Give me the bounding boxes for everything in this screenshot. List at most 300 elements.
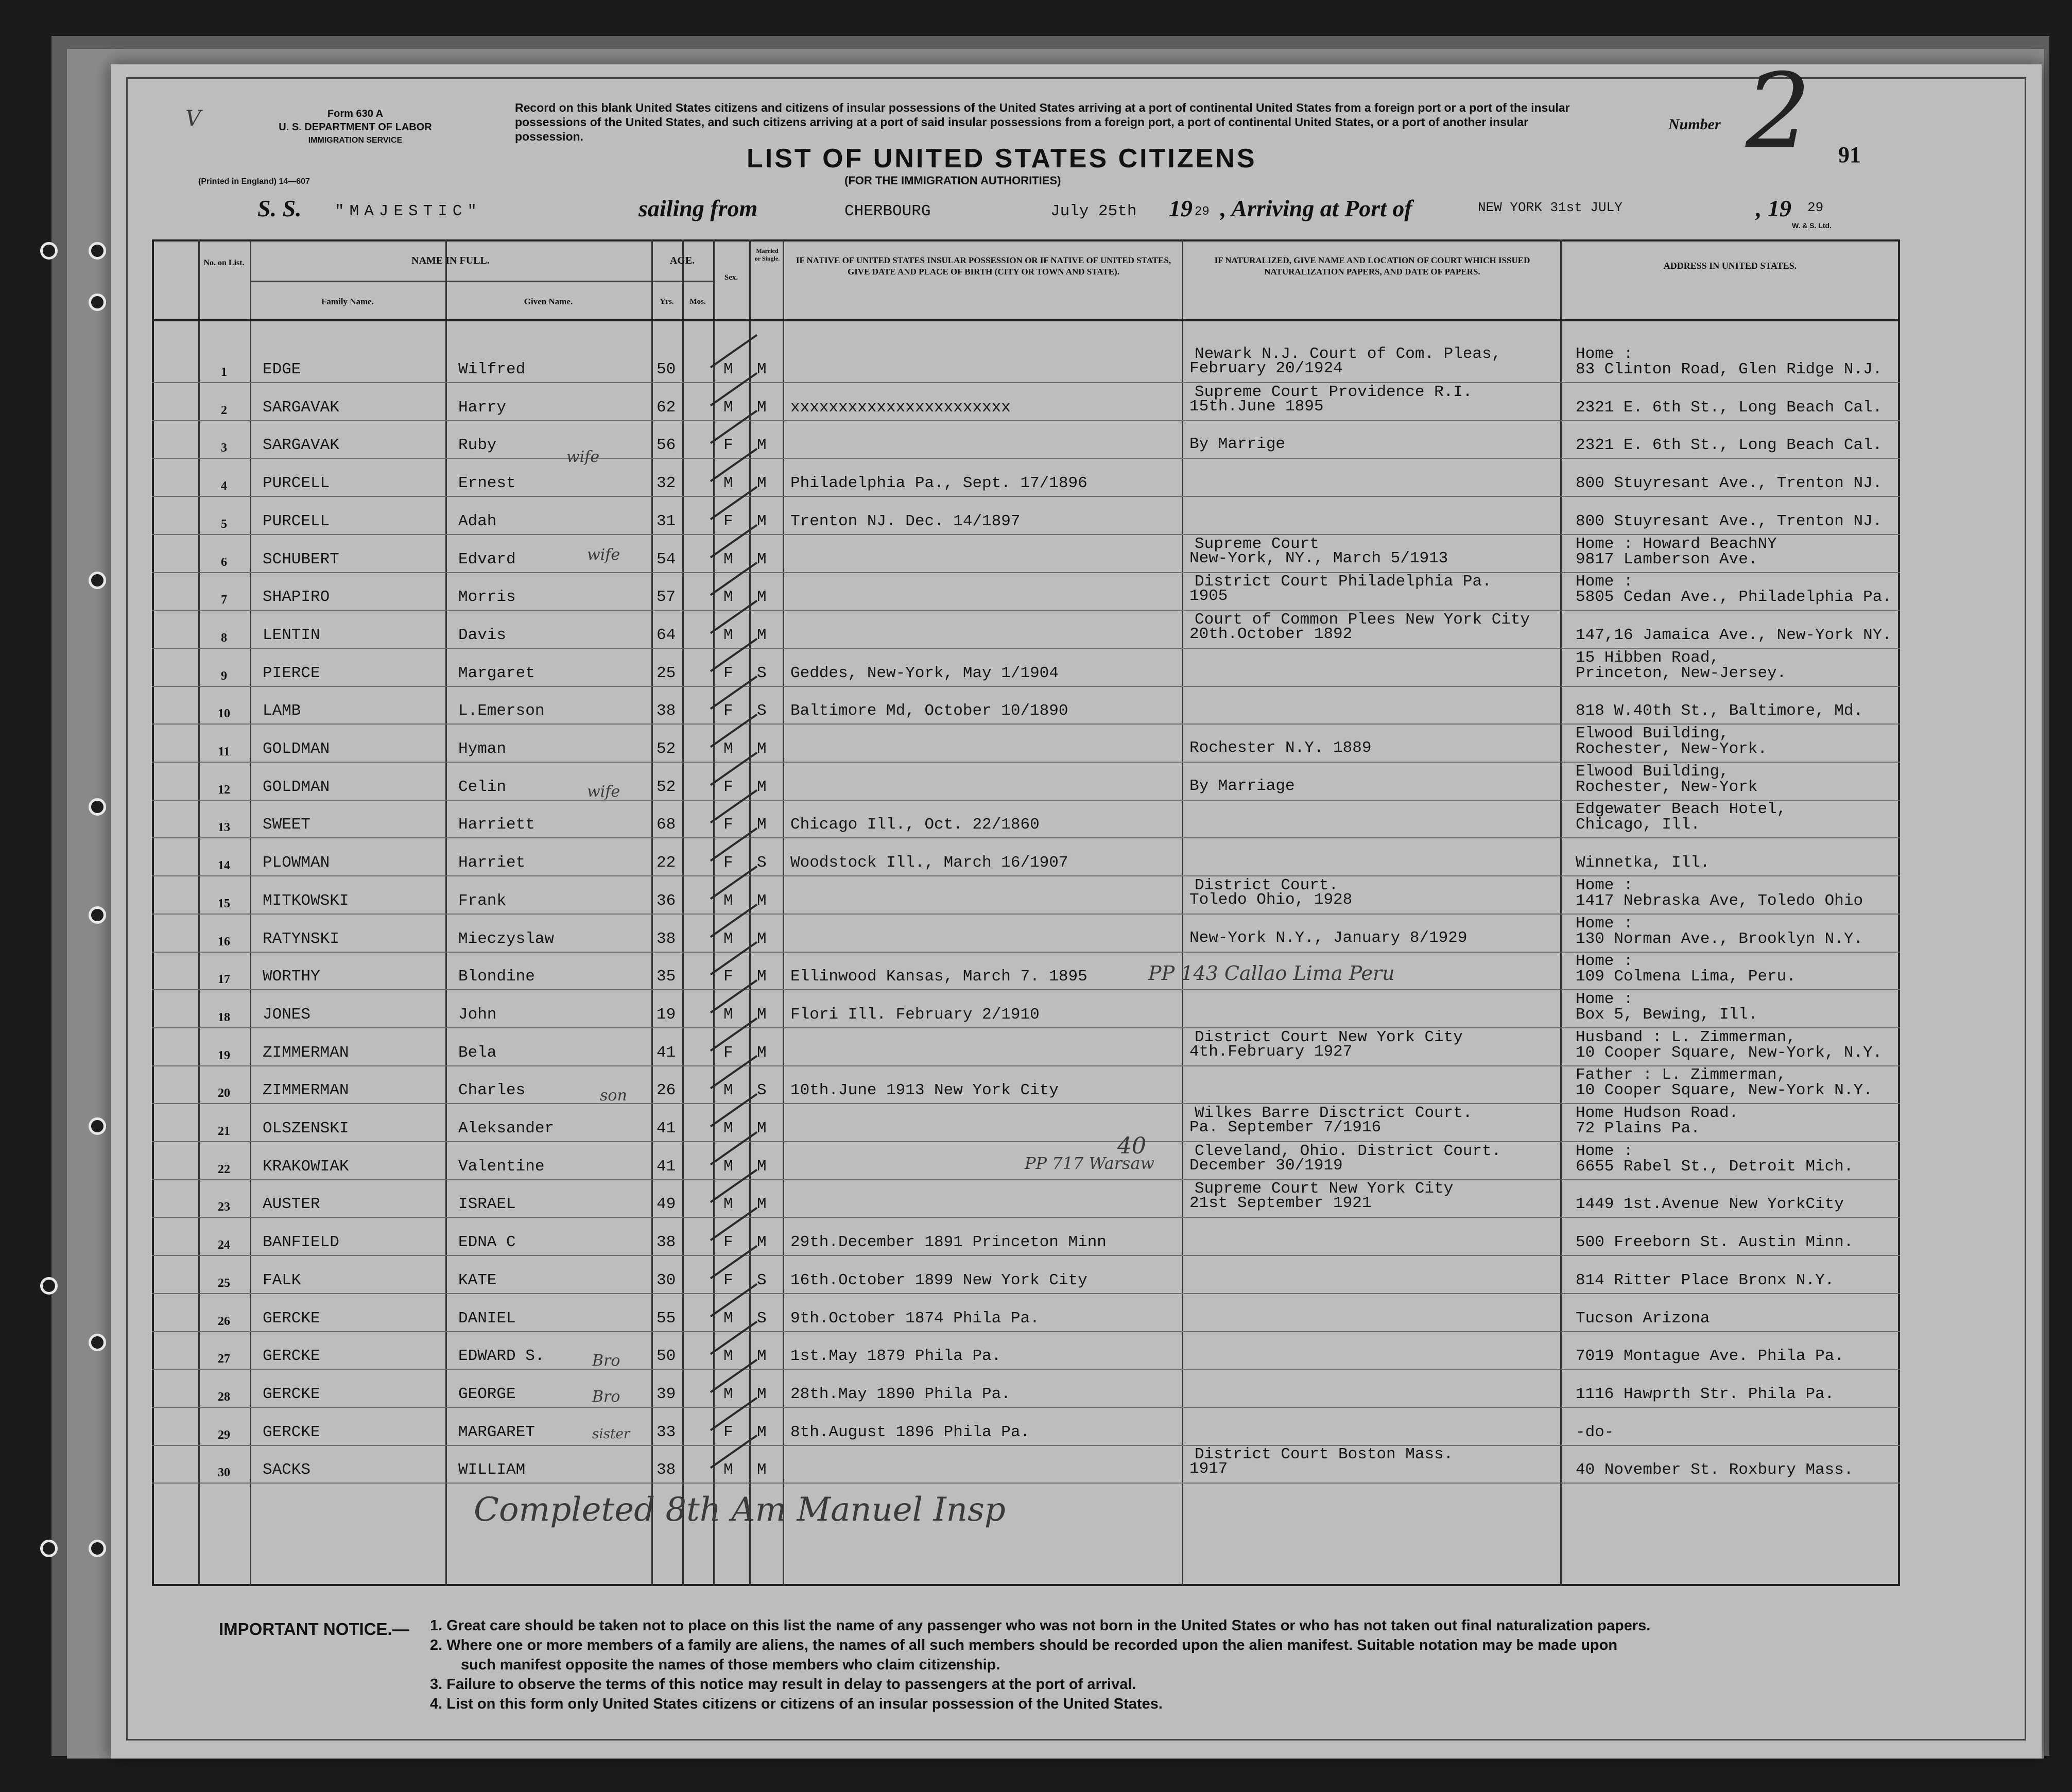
family-name: SHAPIRO [263, 588, 330, 606]
marital-status: M [757, 892, 767, 910]
address-line: 9817 Lamberson Ave. [1576, 550, 1758, 568]
marital-status: S [757, 1081, 767, 1099]
naturalization-date: 4th.February 1927 [1189, 1043, 1353, 1061]
address-note: Home : [1576, 876, 1633, 894]
row-number: 13 [218, 821, 230, 834]
marital-status: M [757, 436, 767, 454]
row-number: 25 [218, 1277, 230, 1290]
marital-status: M [757, 778, 767, 796]
given-name: Hyman [458, 740, 507, 758]
family-name: ZIMMERMAN [263, 1081, 349, 1099]
given-name: WILLIAM [458, 1461, 526, 1479]
family-name: PLOWMAN [263, 854, 330, 872]
address-line: 2321 E. 6th St., Long Beach Cal. [1576, 399, 1883, 417]
row-number: 21 [218, 1125, 230, 1138]
family-name: OLSZENSKI [263, 1119, 349, 1138]
binder-hole [89, 798, 106, 816]
binder-hole [89, 242, 106, 260]
age-years: 50 [657, 1347, 676, 1365]
address-line: 1417 Nebraska Ave, Toledo Ohio [1576, 892, 1863, 910]
service: IMMIGRATION SERVICE [308, 136, 403, 145]
address-line: -do- [1576, 1423, 1614, 1441]
naturalization-date: 1917 [1189, 1460, 1228, 1478]
sex: M [723, 1119, 733, 1138]
row-rule [152, 1255, 1900, 1256]
header-naturalized: IF NATURALIZED, GIVE NAME AND LOCATION OF COURT WHICH ISSUED NATURALIZATION PAPERS, AND DATE OF PAPERS. [1214, 255, 1530, 277]
sex: M [723, 1081, 733, 1099]
given-name: Aleksander [458, 1119, 555, 1138]
age-years: 31 [657, 512, 676, 530]
address-note: Home Hudson Road. [1576, 1104, 1739, 1122]
header-years: Yrs. [660, 298, 674, 306]
header-rule [250, 281, 651, 282]
marital-status: M [757, 1158, 767, 1176]
row-rule [152, 610, 1900, 611]
marital-status: M [757, 1006, 767, 1024]
row-rule [152, 572, 1900, 573]
marital-status: M [757, 930, 767, 948]
header-age: AGE. [669, 255, 695, 266]
family-name: WORTHY [263, 968, 320, 986]
address-line: 814 Ritter Place Bronx N.Y. [1576, 1271, 1835, 1289]
sex: F [723, 1233, 733, 1251]
birth-place-date: Baltimore Md, October 10/1890 [790, 702, 1068, 720]
header-family-name: Family Name. [321, 297, 374, 306]
family-name: ZIMMERMAN [263, 1044, 349, 1062]
age-years: 38 [657, 1461, 676, 1479]
age-years: 50 [657, 360, 676, 378]
sex: M [723, 1309, 733, 1328]
relation-note-brother: Bro [592, 1388, 620, 1406]
notice-item: 2. Where one or more members of a family are aliens, the names of all such members should be recorded upon the alien manifest. Suitable notation may be made upon [430, 1637, 1618, 1653]
given-name: Celin [458, 778, 507, 796]
family-name: PURCELL [263, 512, 330, 530]
notice-item: 4. List on this form only United States citizens or citizens of an insular possession of the United States. [430, 1696, 1163, 1712]
family-name: SACKS [263, 1461, 311, 1479]
address-line: 800 Stuyresant Ave., Trenton NJ. [1576, 474, 1883, 492]
naturalization-court: Wilkes Barre Disctrict Court. [1195, 1104, 1473, 1122]
given-name: Mieczyslaw [458, 930, 555, 948]
marital-status: S [757, 702, 767, 720]
family-name: SARGAVAK [263, 399, 339, 417]
given-name: Frank [458, 892, 507, 910]
sex: F [723, 816, 733, 834]
age-years: 52 [657, 778, 676, 796]
birth-place-date: 16th.October 1899 New York City [790, 1271, 1087, 1289]
binder-hole [89, 1540, 106, 1557]
birth-place-date: 8th.August 1896 Phila Pa. [790, 1423, 1030, 1441]
age-years: 19 [657, 1006, 676, 1024]
departure-date: July 25th [1050, 202, 1137, 220]
year-suffix: 29 [1195, 205, 1210, 219]
naturalization-court: District Court Boston Mass. [1195, 1445, 1454, 1463]
notice-item: 3. Failure to observe the terms of this notice may result in delay to passengers at the port of arrival. [430, 1676, 1136, 1693]
address-note: Edgewater Beach Hotel, [1576, 800, 1787, 818]
marital-status: S [757, 1309, 767, 1328]
birth-place-date: 1st.May 1879 Phila Pa. [790, 1347, 1002, 1365]
marital-status: M [757, 1461, 767, 1479]
marital-status: M [757, 1195, 767, 1213]
year-prefix: 19 [1169, 195, 1193, 221]
row-number: 5 [221, 518, 227, 531]
sex: M [723, 1461, 733, 1479]
row-number: 28 [218, 1390, 230, 1404]
binder-hole [89, 572, 106, 589]
birth-place-date: Ellinwood Kansas, March 7. 1895 [790, 968, 1087, 986]
arriving-label: , Arriving at Port of [1220, 195, 1412, 221]
naturalization-date: Rochester N.Y. 1889 [1189, 739, 1372, 757]
sex: M [723, 1006, 733, 1024]
marital-status: M [757, 474, 767, 492]
column-rule [1560, 239, 1562, 1586]
row-rule [152, 1407, 1900, 1408]
marital-status: M [757, 360, 767, 378]
family-name: AUSTER [263, 1195, 320, 1213]
column-rule [198, 239, 200, 1586]
naturalization-court: Court of Common Plees New York City [1195, 611, 1530, 629]
address-line: 130 Norman Ave., Brooklyn N.Y. [1576, 930, 1863, 948]
list-number: 2 [1746, 51, 1811, 171]
relation-note-wife: wife [566, 448, 600, 466]
row-rule [152, 420, 1900, 421]
address-note: Home : [1576, 1142, 1633, 1160]
age-years: 35 [657, 968, 676, 986]
column-rule [749, 239, 751, 1586]
sex: F [723, 778, 733, 796]
sex: M [723, 588, 733, 606]
age-years: 49 [657, 1195, 676, 1213]
page-count-note: 40 [1117, 1133, 1146, 1159]
birth-place-date: Philadelphia Pa., Sept. 17/1896 [790, 474, 1087, 492]
address-line: 40 November St. Roxbury Mass. [1576, 1461, 1854, 1479]
sex: F [723, 968, 733, 986]
arrival-port: NEW YORK 31st JULY [1478, 200, 1622, 215]
family-name: LAMB [263, 702, 301, 720]
row-rule [152, 1141, 1900, 1142]
address-line: 5805 Cedan Ave., Philadelphia Pa. [1576, 588, 1892, 606]
given-name: Blondine [458, 968, 535, 986]
binder-hole [89, 1334, 106, 1351]
given-name: Edvard [458, 550, 516, 568]
marital-status: M [757, 512, 767, 530]
birth-place-date: 29th.December 1891 Princeton Minn [790, 1233, 1107, 1251]
address-note: Elwood Building, [1576, 725, 1729, 743]
corner-mark: V [185, 106, 201, 131]
relation-note-sister: sister [592, 1426, 630, 1442]
header-bottom-rule [152, 319, 1900, 321]
family-name: FALK [263, 1271, 301, 1289]
row-number: 24 [218, 1238, 230, 1252]
ss-label: S. S. [257, 195, 302, 221]
row-number: 30 [218, 1466, 230, 1479]
naturalization-court: Newark N.J. Court of Com. Pleas, [1195, 345, 1501, 363]
arrival-year-prefix: , 19 [1756, 195, 1791, 221]
page-subtitle: (FOR THE IMMIGRATION AUTHORITIES) [844, 174, 1061, 187]
ship-name: "MAJESTIC" [335, 202, 482, 220]
sex: M [723, 1385, 733, 1403]
marital-status: M [757, 968, 767, 986]
departure-port: CHERBOURG [844, 202, 931, 220]
address-note: Home : Howard BeachNY [1576, 535, 1777, 553]
address-line: 147,16 Jamaica Ave., New-York NY. [1576, 626, 1892, 644]
row-rule [152, 1369, 1900, 1370]
age-years: 22 [657, 854, 676, 872]
address-note: Husband : L. Zimmerman, [1576, 1028, 1796, 1046]
address-note: Father : L. Zimmerman, [1576, 1066, 1787, 1084]
given-name: Adah [458, 512, 497, 530]
family-name: LENTIN [263, 626, 320, 644]
row-number: 3 [221, 441, 227, 455]
sex: F [723, 512, 733, 530]
given-name: L.Emerson [458, 702, 545, 720]
address-line: Rochester, New-York [1576, 778, 1758, 796]
sailing-label: sailing from [638, 195, 758, 221]
age-years: 68 [657, 816, 676, 834]
row-rule [152, 496, 1900, 497]
address-note: Elwood Building, [1576, 763, 1729, 781]
naturalization-court: District Court. [1195, 876, 1339, 894]
given-name: Morris [458, 588, 516, 606]
age-years: 38 [657, 930, 676, 948]
header-months: Mos. [689, 298, 706, 306]
birth-place-date: Chicago Ill., Oct. 22/1860 [790, 816, 1040, 834]
given-name: GEORGE [458, 1385, 516, 1403]
age-years: 57 [657, 588, 676, 606]
address-line: 2321 E. 6th St., Long Beach Cal. [1576, 436, 1883, 454]
row-number: 16 [218, 935, 230, 949]
family-name: GOLDMAN [263, 740, 330, 758]
marital-status: S [757, 664, 767, 682]
naturalization-court: District Court Philadelphia Pa. [1195, 573, 1492, 591]
row-number: 10 [218, 707, 230, 720]
given-name: John [458, 1006, 497, 1024]
age-years: 56 [657, 436, 676, 454]
form-id-block [278, 107, 433, 147]
address-line: 10 Cooper Square, New-York N.Y. [1576, 1081, 1873, 1099]
row-number: 15 [218, 897, 230, 910]
row-number: 9 [221, 669, 227, 683]
row-number: 23 [218, 1200, 230, 1214]
birth-place-date: xxxxxxxxxxxxxxxxxxxxxxx [790, 399, 1011, 417]
row-number: 6 [221, 556, 227, 569]
column-rule [783, 239, 784, 1586]
age-years: 32 [657, 474, 676, 492]
row-number: 2 [221, 404, 227, 417]
row-number: 12 [218, 783, 230, 797]
row-rule [152, 1179, 1900, 1180]
row-number: 1 [221, 366, 227, 379]
sex: F [723, 1044, 733, 1062]
printer-mark: W. & S. Ltd. [1792, 221, 1832, 230]
address-line: 1116 Hawprth Str. Phila Pa. [1576, 1385, 1835, 1403]
sex: F [723, 702, 733, 720]
naturalization-court: Supreme Court New York City [1195, 1180, 1454, 1198]
naturalization-date: 1905 [1189, 587, 1228, 605]
notice-label: IMPORTANT NOTICE.— [219, 1619, 409, 1639]
family-name: SWEET [263, 816, 311, 834]
family-name: JONES [263, 1006, 311, 1024]
row-rule [152, 952, 1900, 953]
given-name: Wilfred [458, 360, 526, 378]
age-years: 25 [657, 664, 676, 682]
family-name: GERCKE [263, 1347, 320, 1365]
address-line: 10 Cooper Square, New-York, N.Y. [1576, 1044, 1883, 1062]
address-line: 7019 Montague Ave. Phila Pa. [1576, 1347, 1844, 1365]
column-rule [1182, 239, 1183, 1586]
birth-place-date: Geddes, New-York, May 1/1904 [790, 664, 1059, 682]
birth-place-date: Trenton NJ. Dec. 14/1897 [790, 512, 1021, 530]
header-sex: Sex. [724, 273, 738, 282]
naturalization-date: December 30/1919 [1189, 1157, 1343, 1175]
header-address: ADDRESS IN UNITED STATES. [1663, 261, 1797, 271]
column-rule [651, 239, 653, 1586]
row-rule [152, 989, 1900, 990]
sex: M [723, 930, 733, 948]
binder-hole [89, 906, 106, 924]
row-number: 17 [218, 973, 230, 986]
naturalization-date: Toledo Ohio, 1928 [1189, 891, 1353, 909]
age-years: 41 [657, 1119, 676, 1138]
naturalization-date: Pa. September 7/1916 [1189, 1118, 1382, 1136]
address-line: 800 Stuyresant Ave., Trenton NJ. [1576, 512, 1883, 530]
marital-status: M [757, 1119, 767, 1138]
address-note: Home : [1576, 990, 1633, 1008]
marital-status: M [757, 740, 767, 758]
birth-place-date: Flori Ill. February 2/1910 [790, 1006, 1040, 1024]
sex: F [723, 1423, 733, 1441]
row-number: 29 [218, 1428, 230, 1442]
row-rule [152, 1445, 1900, 1446]
marital-status: M [757, 1423, 767, 1441]
marital-status: M [757, 1233, 767, 1251]
header-birth: IF NATIVE OF UNITED STATES INSULAR POSSESSION OR IF NATIVE OF UNITED STATES, GIVE DATE AND PLACE OF BIRTH (CITY OR TOWN AND STATE). [796, 255, 1171, 277]
naturalization-court: Supreme Court Providence R.I. [1195, 383, 1473, 401]
sex: M [723, 474, 733, 492]
address-line: Chicago, Ill. [1576, 816, 1700, 834]
given-name: Charles [458, 1081, 526, 1099]
notice-item: 1. Great care should be taken not to place on this list the name of any passenger who was not born in the United States or who has not taken out final naturalization papers. [430, 1617, 1651, 1634]
birth-place-date: 10th.June 1913 New York City [790, 1081, 1059, 1099]
address-note: 15 Hibben Road, [1576, 649, 1720, 667]
age-years: 33 [657, 1423, 676, 1441]
given-name: KATE [458, 1271, 497, 1289]
header-married: Married or Single. [754, 247, 780, 262]
column-rule [682, 239, 684, 1586]
row-rule [152, 1331, 1900, 1332]
naturalization-date: New-York, NY., March 5/1913 [1189, 549, 1448, 567]
sex: M [723, 399, 733, 417]
marital-status: M [757, 399, 767, 417]
age-years: 38 [657, 702, 676, 720]
address-line: Princeton, New-Jersey. [1576, 664, 1787, 682]
naturalization-date: New-York N.Y., January 8/1929 [1189, 929, 1467, 947]
naturalization-date: By Marriage [1189, 777, 1295, 795]
row-rule [152, 1483, 1900, 1484]
given-name: Ernest [458, 474, 516, 492]
given-name: Davis [458, 626, 507, 644]
address-note: Home : [1576, 573, 1633, 591]
given-name: Harry [458, 399, 507, 417]
given-name: EDWARD S. [458, 1347, 545, 1365]
family-name: PURCELL [263, 474, 330, 492]
department: U. S. DEPARTMENT OF LABOR [279, 122, 432, 133]
family-name: GERCKE [263, 1385, 320, 1403]
family-name: SARGAVAK [263, 436, 339, 454]
family-name: KRAKOWIAK [263, 1158, 349, 1176]
family-name: RATYNSKI [263, 930, 339, 948]
given-name: MARGARET [458, 1423, 535, 1441]
given-name: Harriett [458, 816, 535, 834]
relation-note-brother: Bro [592, 1352, 620, 1370]
age-years: 54 [657, 550, 676, 568]
birth-place-date: Woodstock Ill., March 16/1907 [790, 854, 1068, 872]
relation-note-son: son [600, 1087, 627, 1105]
age-years: 41 [657, 1158, 676, 1176]
naturalization-date: 21st September 1921 [1189, 1194, 1372, 1212]
address-line: 818 W.40th St., Baltimore, Md. [1576, 702, 1863, 720]
row-rule [152, 1217, 1900, 1218]
row-number: 4 [221, 479, 227, 493]
age-years: 52 [657, 740, 676, 758]
marital-status: M [757, 1385, 767, 1403]
page-title: LIST OF UNITED STATES CITIZENS [747, 144, 1257, 174]
row-number: 8 [221, 631, 227, 645]
sex: M [723, 1347, 733, 1365]
header-given-name: Given Name. [524, 297, 573, 306]
address-line: 6655 Rabel St., Detroit Mich. [1576, 1158, 1854, 1176]
given-name: DANIEL [458, 1309, 516, 1328]
marital-status: M [757, 816, 767, 834]
arrival-year-suffix: 29 [1807, 200, 1824, 215]
marital-status: M [757, 550, 767, 568]
family-name: GERCKE [263, 1423, 320, 1441]
age-years: 64 [657, 626, 676, 644]
row-rule [152, 914, 1900, 915]
marital-status: S [757, 854, 767, 872]
marital-status: M [757, 1044, 767, 1062]
address-line: Tucson Arizona [1576, 1309, 1710, 1328]
binder-hole [89, 1117, 106, 1135]
age-years: 36 [657, 892, 676, 910]
row-number: 26 [218, 1315, 230, 1328]
sex: F [723, 854, 733, 872]
row-number: 18 [218, 1011, 230, 1024]
row-rule [152, 837, 1900, 838]
marital-status: M [757, 588, 767, 606]
header-name-in-full: NAME IN FULL. [411, 255, 490, 266]
sex: M [723, 740, 733, 758]
age-years: 26 [657, 1081, 676, 1099]
address-line: 1449 1st.Avenue New YorkCity [1576, 1195, 1844, 1213]
given-name: Bela [458, 1044, 497, 1062]
address-line: Winnetka, Ill. [1576, 854, 1710, 872]
family-name: EDGE [263, 360, 301, 378]
address-line: 72 Plains Pa. [1576, 1119, 1700, 1138]
naturalization-court: District Court New York City [1195, 1028, 1463, 1046]
given-name: Harriet [458, 854, 526, 872]
sex: M [723, 1195, 733, 1213]
binder-hole [40, 242, 58, 260]
binder-hole [89, 294, 106, 311]
family-name: PIERCE [263, 664, 320, 682]
given-name: ISRAEL [458, 1195, 516, 1213]
row-number: 19 [218, 1049, 230, 1062]
address-line: 109 Colmena Lima, Peru. [1576, 968, 1796, 986]
address-note: Home : [1576, 952, 1633, 970]
notice-item: such manifest opposite the names of those members who claim citizenship. [461, 1657, 1000, 1673]
passport-note-warsaw: PP 717 Warsaw [1025, 1153, 1154, 1173]
age-years: 38 [657, 1233, 676, 1251]
